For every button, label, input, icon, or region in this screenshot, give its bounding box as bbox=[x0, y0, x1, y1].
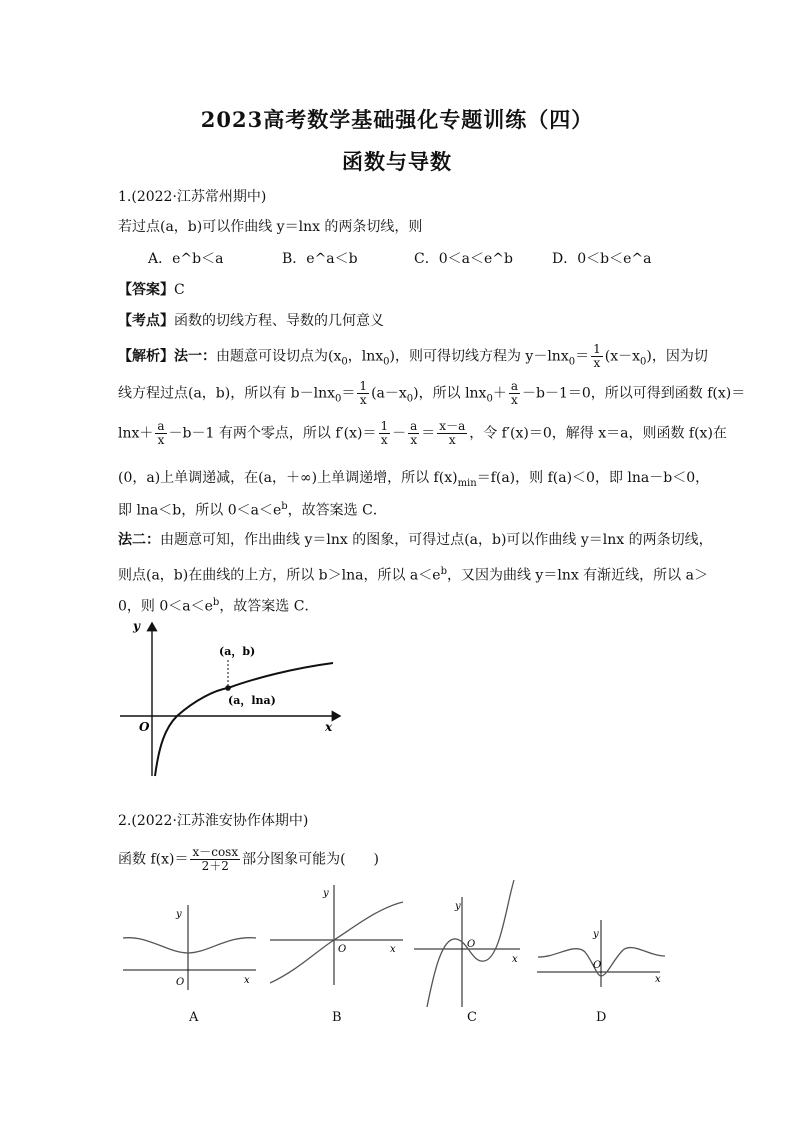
fraction bbox=[591, 343, 603, 370]
text: )，所以 lnx bbox=[413, 385, 487, 402]
origin-label: O bbox=[593, 960, 602, 971]
text: (a－x bbox=[371, 385, 407, 402]
text: ＝ bbox=[575, 348, 590, 365]
caption-c: C bbox=[467, 1010, 477, 1025]
method2-label: 法二： bbox=[118, 532, 160, 548]
text: lnx＋ bbox=[118, 425, 154, 442]
kaodian-label: 【考点】 bbox=[118, 313, 174, 329]
point-alna-label: (a，lna) bbox=[228, 694, 276, 707]
y-label: y bbox=[176, 909, 182, 920]
den: x bbox=[359, 393, 367, 407]
num: x－a bbox=[439, 419, 466, 433]
answer-label: 【答案】 bbox=[118, 282, 174, 298]
q1-stem: 若过点(a，b)可以作曲线 y＝lnx 的两条切线，则 bbox=[118, 219, 423, 235]
kaodian-text: 函数的切线方程、导数的几何意义 bbox=[174, 313, 384, 329]
origin-label: O bbox=[467, 939, 476, 950]
sub: 0 bbox=[486, 393, 493, 405]
caption-d: D bbox=[596, 1010, 607, 1025]
y-label: y bbox=[133, 619, 140, 633]
text: 线方程过点(a，b)，所以有 b－lnx bbox=[118, 385, 336, 402]
sub: 0 bbox=[341, 356, 348, 368]
sub: 0 bbox=[406, 393, 414, 405]
q1-option-b: B．e^a＜b bbox=[282, 251, 358, 267]
y-label: y bbox=[455, 901, 461, 912]
text: ＝ bbox=[341, 385, 356, 402]
caption-b: B bbox=[332, 1010, 342, 1025]
text: 由题意可知，作出曲线 y＝lnx 的图象，可得过点(a，b)可以作曲线 y＝lnx 的两条切线， bbox=[160, 532, 713, 548]
q2-source: 2.(2022·江苏淮安协作体期中) bbox=[118, 813, 309, 829]
num: x－cosx bbox=[192, 845, 239, 859]
fraction bbox=[379, 420, 391, 447]
den: x bbox=[410, 433, 418, 447]
num: a bbox=[157, 419, 165, 433]
text: (x－x bbox=[604, 348, 640, 365]
sub: 0 bbox=[383, 356, 390, 368]
q1-lnx-graph bbox=[115, 618, 355, 778]
text: －b－1＝0，所以可得到函数 f(x)＝ bbox=[522, 385, 746, 402]
num: a bbox=[410, 419, 418, 433]
den: 2＋2 bbox=[201, 859, 229, 873]
x-label: x bbox=[512, 954, 518, 965]
analysis-line-4 bbox=[118, 468, 709, 494]
method1-label: 法一： bbox=[174, 348, 216, 365]
sub: 0 bbox=[568, 356, 576, 368]
den: x bbox=[448, 433, 456, 447]
title-line2: 函数与导数 bbox=[342, 149, 452, 174]
fraction bbox=[408, 420, 419, 447]
sup: b bbox=[281, 501, 288, 512]
origin-label: O bbox=[338, 944, 347, 955]
sub: min bbox=[457, 477, 477, 489]
fraction bbox=[155, 420, 166, 447]
method2-line-2 bbox=[118, 562, 708, 586]
fraction bbox=[190, 846, 240, 873]
text: 函数 f(x)＝ bbox=[118, 851, 189, 868]
text: ＋ bbox=[492, 385, 507, 402]
den: x bbox=[157, 433, 165, 447]
analysis-line-3 bbox=[118, 420, 727, 447]
text: ，又因为曲线 y＝lnx 有渐近线，所以 a＞ bbox=[446, 567, 708, 584]
num: 1 bbox=[359, 379, 368, 393]
point-ab-label: (a，b) bbox=[219, 645, 256, 658]
text: ，lnx bbox=[347, 348, 384, 365]
sup: b bbox=[440, 566, 447, 577]
sup: b bbox=[212, 597, 220, 608]
q2-graph-b bbox=[268, 880, 408, 990]
text: )，因为切 bbox=[646, 348, 708, 365]
num: 1 bbox=[380, 419, 389, 433]
num: 1 bbox=[593, 342, 601, 356]
sub: 0 bbox=[640, 356, 647, 368]
text: ＝f(a)，则 f(a)＜0，即 lna－b＜0， bbox=[476, 470, 710, 486]
text: )，则可得切线方程为 y－lnx bbox=[389, 348, 569, 365]
den: x bbox=[380, 433, 388, 447]
q1-option-c: C．0＜a＜e^b bbox=[414, 251, 513, 267]
title-line1: 2023高考数学基础强化专题训练（四） bbox=[200, 107, 594, 132]
q1-kaodian-row bbox=[118, 311, 384, 331]
den: x bbox=[511, 393, 518, 407]
q1-source: 1.(2022·江苏常州期中) bbox=[118, 189, 267, 205]
tangent-point bbox=[225, 685, 231, 691]
text: － bbox=[392, 425, 407, 442]
x-label: x bbox=[325, 720, 333, 734]
lnx-curve bbox=[155, 663, 333, 776]
text: 0，则 0＜a＜e bbox=[118, 598, 213, 615]
method2-line-3 bbox=[118, 593, 318, 617]
text: ，令 f′(x)＝0，解得 x＝a，则函数 f(x)在 bbox=[469, 425, 727, 442]
x-label: x bbox=[244, 975, 250, 986]
q2-stem bbox=[118, 846, 379, 873]
text: ＝ bbox=[421, 425, 436, 442]
q2-graph-d bbox=[535, 912, 670, 992]
q1-answer-row bbox=[118, 280, 185, 300]
analysis-line-1 bbox=[118, 343, 708, 372]
num: a bbox=[510, 379, 518, 393]
fraction bbox=[437, 420, 467, 447]
y-label: y bbox=[593, 929, 599, 940]
q1-option-d: D．0＜b＜e^a bbox=[552, 251, 652, 267]
sub: 0 bbox=[335, 393, 342, 405]
x-label: x bbox=[655, 974, 661, 985]
method2-line-1 bbox=[118, 530, 713, 550]
text: 由题意可设切点为(x bbox=[216, 348, 342, 365]
text: (0，a)上单调递减，在(a，＋∞)上单调递增，所以 f(x) bbox=[118, 470, 458, 486]
caption-a: A bbox=[189, 1010, 199, 1025]
text: 部分图象可能为( ) bbox=[242, 851, 380, 868]
q1-option-a: A．e^b＜a bbox=[148, 251, 224, 267]
text: ，故答案选 C． bbox=[287, 502, 387, 519]
q2-graph-a bbox=[118, 895, 263, 995]
q2-graph-c bbox=[412, 877, 532, 1012]
analysis-line-5 bbox=[118, 497, 387, 521]
text: －b－1 有两个零点，所以 f′(x)＝ bbox=[168, 425, 377, 442]
text: 则点(a，b)在曲线的上方，所以 b＞lna，所以 a＜e bbox=[118, 567, 441, 584]
text: ，故答案选 C． bbox=[219, 598, 319, 615]
x-label: x bbox=[390, 944, 396, 955]
text: 即 lna＜b，所以 0＜a＜e bbox=[118, 502, 282, 519]
answer-value: C bbox=[174, 282, 185, 298]
curve bbox=[270, 902, 403, 983]
origin-label: O bbox=[139, 720, 150, 734]
analysis-line-2 bbox=[118, 380, 745, 409]
origin-label: O bbox=[176, 977, 185, 988]
fraction bbox=[357, 380, 369, 407]
curve bbox=[123, 938, 256, 953]
analysis-label: 【解析】 bbox=[118, 348, 174, 365]
fraction bbox=[509, 380, 520, 407]
den: x bbox=[593, 356, 601, 370]
y-label: y bbox=[323, 888, 329, 899]
